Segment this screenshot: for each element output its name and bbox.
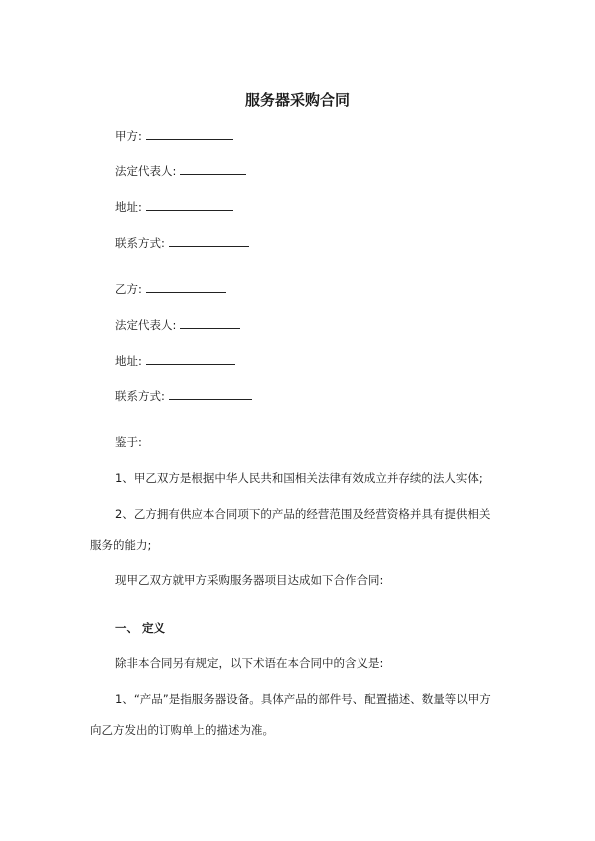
party-a-contact-line (115, 235, 249, 250)
party-b-rep-line (115, 317, 240, 332)
party-a-rep-label: 法定代表人: (115, 164, 177, 178)
whereas-item-1: 1、甲乙双方是根据中华人民共和国相关法律有效成立并存续的法人实体; (115, 471, 483, 485)
definition-1-line2: 向乙方发出的订购单上的描述为准。 (90, 723, 274, 737)
party-b-contact-blank[interactable] (169, 388, 252, 400)
party-a-address-label: 地址: (115, 200, 142, 214)
party-b-address-blank[interactable] (146, 353, 235, 365)
definitions-intro: 除非本合同另有规定，以下术语在本合同中的含义是: (115, 656, 384, 670)
whereas-item-2-line1: 2、乙方拥有供应本合同项下的产品的经营范围及经营资格并具有提供相关 (115, 507, 491, 521)
section-1-heading: 一、 定义 (115, 621, 166, 635)
party-a-blank[interactable] (146, 128, 233, 140)
party-a-rep-line (115, 163, 246, 178)
party-a-contact-label: 联系方式: (115, 236, 165, 250)
party-b-label: 乙方: (115, 282, 142, 296)
party-b-rep-blank[interactable] (180, 317, 240, 329)
party-a-label: 甲方: (115, 129, 142, 143)
party-b-line (115, 281, 226, 296)
party-b-contact-line (115, 388, 252, 403)
party-b-rep-label: 法定代表人: (115, 318, 177, 332)
party-a-address-blank[interactable] (146, 199, 233, 211)
party-b-contact-label: 联系方式: (115, 389, 165, 403)
contract-title: 服务器采购合同 (244, 91, 350, 109)
definition-1-line1: 1、“产品”是指服务器设备。具体产品的部件号、配置描述、数量等以甲方 (115, 692, 491, 706)
party-b-address-line (115, 353, 235, 368)
party-b-address-label: 地址: (115, 354, 142, 368)
whereas-label: 鉴于: (115, 435, 142, 449)
party-a-contact-blank[interactable] (169, 235, 249, 247)
party-a-line (115, 128, 233, 143)
whereas-item-2-line2: 服务的能力; (90, 538, 152, 552)
agreement-intro: 现甲乙双方就甲方采购服务器项目达成如下合作合同: (115, 573, 384, 587)
party-a-rep-blank[interactable] (180, 163, 246, 175)
party-b-blank[interactable] (146, 281, 226, 293)
party-a-address-line (115, 199, 233, 214)
